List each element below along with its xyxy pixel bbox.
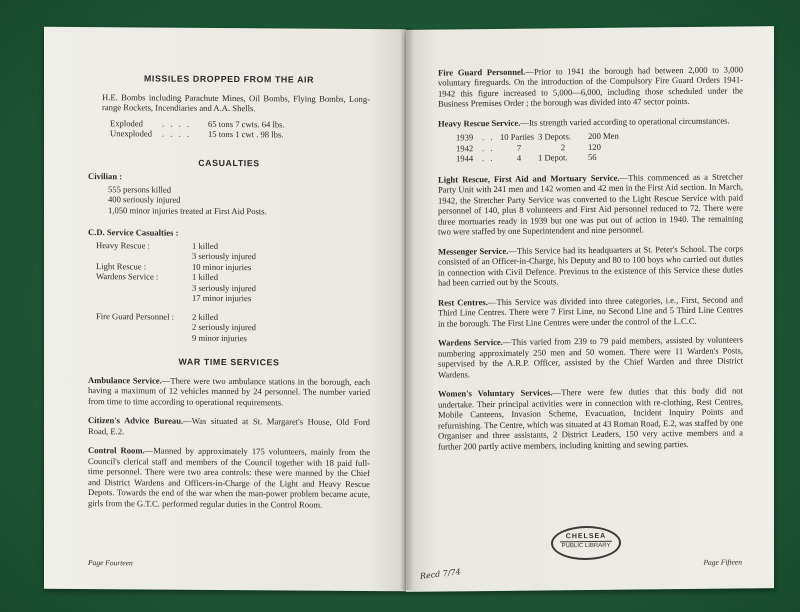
cd-label <box>96 282 192 293</box>
paragraph-lead: Wardens Service. <box>438 337 503 348</box>
missiles-row-label: Unexploded <box>110 128 153 139</box>
missiles-heading: MISSILES DROPPED FROM THE AIR <box>143 73 315 85</box>
cd-value: 1 killed <box>192 272 219 283</box>
ambulance-service-paragraph <box>88 375 370 408</box>
paragraph-lead: Light Rescue, First Aid and Mortuary Service. <box>438 172 620 185</box>
table-cell-dots: . . <box>482 132 495 143</box>
stamp-line-1: CHELSEA <box>565 532 607 541</box>
right-page-content <box>438 64 743 460</box>
table-row <box>456 151 743 164</box>
table-cell-men: 56 <box>588 152 597 163</box>
table-cell-parties: 7 <box>516 142 522 153</box>
cd-label <box>96 292 192 303</box>
paragraph-text: —Was situated at St. Margaret's House, Old Ford Road, E.2. <box>88 416 370 437</box>
cd-casualties-list <box>96 240 370 305</box>
book-gutter <box>400 28 414 590</box>
heavy-rescue-table <box>456 130 743 164</box>
cd-label: Light Rescue : <box>96 260 147 272</box>
missiles-row-dots: . . . . <box>162 118 192 129</box>
fg-label: Fire Guard Personnel : <box>96 310 175 322</box>
war-time-services-heading: WAR TIME SERVICES <box>178 356 280 368</box>
cd-label: Wardens Service : <box>96 271 159 282</box>
cd-value: 3 seriously injured <box>192 282 256 293</box>
civilian-list <box>108 184 370 217</box>
paragraph-lead: Messenger Service. <box>438 245 509 257</box>
citizens-advice-paragraph <box>88 415 370 438</box>
right-page <box>406 26 774 592</box>
fg-label <box>96 321 192 332</box>
missiles-row-unexploded <box>110 128 370 140</box>
table-cell-dots: . . <box>482 153 495 164</box>
right-page-footer: Page Fifteen <box>703 557 742 567</box>
paragraph-text: —This commenced as a Stretcher Party Unit with 241 men and 142 women and 42 men in the First Aid section. In March, 1942, the Stretcher Party Service was converted to the Light Rescue Service with paid personnel of 140, plus 8 volunteers and First Aid personnel reduced to 72. There were three mortuaries ready in 1939 but one was put out of action in 1940. The remaining two were staffed by one Superintendent and nine personnel. <box>438 171 743 237</box>
paragraph-text: —Manned by approximately 175 volunteers, mainly from the Council's clerical staff and members of the Council together with 18 paid full-time personnel. There were two area controls: these were manned by the Chief and District Wardens and Officers-in-Charge of the Light and Heavy Rescue Depots. Towards the end of the war when the man-power problem became acute, girls from the G.T.C. performed regular duties in the Control Room. <box>88 445 371 510</box>
paragraph-text: —There were few duties that this body did not undertake. Their principal activities were in connection with re-clothing, Rest Centres, Mobile Canteens, Invasion Scheme, Evacuation, Incident Inquiry Points and refurnishing. The Centre, which was situated at 43 Roman Road, E.2, was staffed by one Organiser and three assistants, 2 District Leaders, 150 very active members and a further 200 partly active members, including knitting and sewing parties. <box>438 385 743 452</box>
control-room-paragraph <box>88 445 370 510</box>
cd-value: 1 killed <box>192 240 219 251</box>
fg-label <box>96 332 192 343</box>
cd-label: Heavy Rescue : <box>96 239 150 251</box>
paragraph-text: —Its strength varied according to operational circumstances. <box>520 115 730 128</box>
cd-value: 10 minor injuries <box>192 261 252 272</box>
paragraph-text: —There were two ambulance stations in the borough, each having a maximum of 12 vehicles manned by 24 personnel. The number varied from time to time according to operational requirements. <box>88 375 370 408</box>
missiles-row-value: 15 tons 1 cwt . 98 lbs. <box>208 129 284 140</box>
paragraph-text: —This varied from 239 to 79 paid members, assisted by volunteers numbering approximately 250 men and 50 women. There were 11 Warden's Posts, supervised by the A.R.P. Officer, assisted by the Chief Warden and three District Wardens. <box>438 334 743 380</box>
left-page-footer: Page Fourteen <box>88 558 133 568</box>
paragraph-lead: Women's Voluntary Services. <box>438 387 553 399</box>
library-stamp <box>551 526 621 561</box>
rest-centres-paragraph <box>438 294 743 329</box>
paragraph-lead: Fire Guard Personnel. <box>438 66 526 78</box>
wardens-service-paragraph <box>438 335 743 380</box>
paragraph-lead: Heavy Rescue Service. <box>438 117 521 129</box>
table-cell-dots: . . <box>482 142 495 154</box>
civilian-line: 1,050 minor injuries treated at First Aid Posts. <box>108 205 267 217</box>
table-cell-year: 1944 <box>456 153 474 164</box>
table-cell-depots: 2 <box>560 142 566 153</box>
table-cell-year: 1942 <box>456 143 474 154</box>
civilian-heading: Civilian : <box>88 171 123 182</box>
table-cell-parties: 4 <box>516 153 522 164</box>
fg-value: 2 killed <box>192 311 219 322</box>
heavy-rescue-paragraph <box>438 115 743 129</box>
stamp-line-2: PUBLIC LIBRARY <box>560 541 613 551</box>
missiles-row-label: Exploded <box>110 117 143 129</box>
paragraph-text: —Prior to 1941 the borough had between 2,000 to 3,000 voluntary fireguards. On the introduction of the Compulsory Fire Guard Orders 1941-1942 this figure increased to 5,000—6,000, including those scheduled under the Business Premises Order ; the borough was divided into 47 sector points. <box>438 64 743 110</box>
fg-value: 2 seriously injured <box>192 321 256 333</box>
missiles-intro: H.E. Bombs including Parachute Mines, Oil Bombs, Flying Bombs, Long-range Rockets, Incendiaries and A.A. Shells. <box>102 91 370 114</box>
fg-value: 9 minor injuries <box>192 332 247 343</box>
table-cell-depots: 1 Depot. <box>538 152 568 163</box>
casualties-heading: CASUALTIES <box>198 157 260 168</box>
paragraph-lead: Rest Centres. <box>438 296 488 308</box>
missiles-row-value: 65 tons 7 cwts. 64 lbs. <box>208 118 285 130</box>
table-cell-year: 1939 <box>456 132 474 143</box>
cd-value: 17 minor injuries <box>192 292 252 304</box>
table-cell-parties: 10 Parties <box>500 132 535 143</box>
table-cell-men: 120 <box>588 141 601 152</box>
cd-row <box>96 292 370 304</box>
civilian-line: 555 persons killed <box>108 184 172 195</box>
cd-value: 3 seriously injured <box>192 251 256 262</box>
left-page <box>44 27 406 592</box>
messenger-service-paragraph <box>438 243 743 288</box>
cd-label <box>96 250 192 261</box>
paragraph-text: —This Service was divided into three categories, i.e., First, Second and Third Line Centres. There were 7 First Line, no Second Line and 5 Third Line Centres in the borough. The First Line Centres were under the control of the L.C.C. <box>438 294 743 329</box>
left-page-content <box>88 73 370 519</box>
paragraph-lead: Control Room. <box>88 445 145 456</box>
light-rescue-paragraph <box>438 171 743 237</box>
fire-guard-casualties-list <box>96 311 370 344</box>
handwritten-note: Recd 7/74 <box>419 567 462 582</box>
fg-row <box>96 332 370 344</box>
cd-casualties-heading: C.D. Service Casualties : <box>88 227 179 238</box>
paragraph-lead: Citizen's Advice Bureau. <box>88 415 184 427</box>
missiles-row-dots: . . . . <box>162 128 192 139</box>
womens-voluntary-paragraph <box>438 386 743 452</box>
open-booklet <box>44 28 774 590</box>
table-cell-men: 200 Men <box>588 131 619 142</box>
paragraph-text: —This Service had its headquarters at St. Peter's School. The corps consisted of an Officer-in-Charge, his Deputy and 80 to 100 boys who carried out duties in connection with Civil Defence. Previous to the existence of this Service these duties had been carried out by the Scouts. <box>438 243 743 288</box>
table-cell-depots: 3 Depots. <box>538 131 571 142</box>
civilian-line: 400 seriously injured <box>108 194 181 206</box>
fire-guard-paragraph <box>438 64 743 109</box>
paragraph-lead: Ambulance Service. <box>88 374 162 386</box>
